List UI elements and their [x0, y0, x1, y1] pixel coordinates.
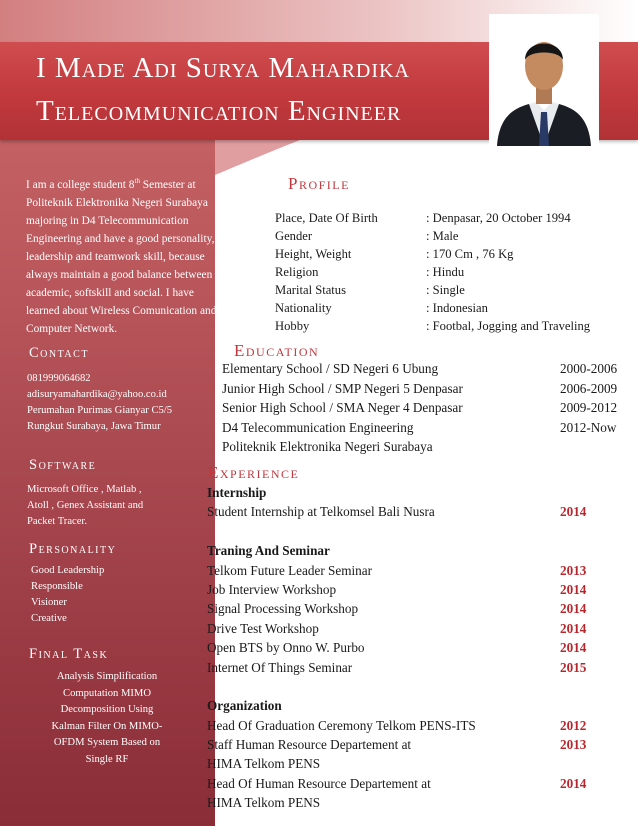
experience-year: 2014: [560, 620, 587, 636]
experience-year: [560, 793, 592, 812]
personality-list: [31, 563, 104, 627]
final-task-line: Single RF: [85, 753, 129, 765]
final-task-line: Decomposition Using: [60, 704, 154, 715]
experience-text: Signal Processing Workshop: [207, 601, 359, 617]
experience-item: [207, 502, 592, 521]
experience-text: Student Internship at Telkomsel Bali Nusra: [207, 504, 435, 520]
experience-item: [207, 580, 592, 599]
experience-item: [207, 599, 592, 618]
software-line: Microsoft Office , Matlab ,: [27, 484, 142, 495]
education-years: 2000-2006: [560, 361, 618, 376]
portrait-photo: [489, 14, 599, 146]
profile-label: Marital Status: [275, 283, 347, 297]
experience-item: [207, 774, 592, 793]
education-heading: Education: [234, 341, 320, 360]
final-task-line: Analysis Simplification: [56, 671, 158, 682]
experience-group-title: Traning And Seminar: [207, 543, 330, 559]
profile-label: Religion: [275, 265, 319, 279]
profile-value: : Male: [426, 229, 459, 243]
experience-text: HIMA Telkom PENS: [207, 756, 321, 772]
experience-text: Telkom Future Leader Seminar: [207, 562, 372, 578]
experience-year: 2014: [560, 581, 587, 597]
experience-year: 2015: [560, 659, 587, 675]
experience-item: [207, 561, 592, 580]
profile-row: [275, 281, 590, 299]
profile-value: : Indonesian: [426, 301, 488, 315]
experience-text: Staff Human Resource Departement at: [207, 737, 412, 753]
profile-row: [275, 245, 590, 263]
education-school: Elementary School / SD Negeri 6 Ubung: [222, 361, 439, 376]
experience-text: Head Of Graduation Ceremony Telkom PENS-ITS: [207, 717, 476, 733]
profile-value: : 170 Cm , 76 Kg: [426, 247, 514, 261]
profile-label: Place, Date Of Birth: [275, 211, 378, 225]
experience-text: Drive Test Workshop: [207, 620, 319, 636]
experience-year: 2014: [560, 601, 587, 617]
profile-label: Gender: [275, 229, 313, 243]
experience-group-title: Organization: [207, 698, 282, 714]
profile-value: : Denpasar, 20 October 1994: [426, 211, 571, 225]
profile-label: Height, Weight: [275, 247, 352, 261]
experience-group-title: Internship: [207, 485, 267, 500]
education-years: [560, 437, 622, 457]
experience-item: [207, 658, 592, 677]
experience-text: HIMA Telkom PENS: [207, 795, 321, 811]
education-table: [222, 359, 622, 457]
candidate-name: I Made Adi Surya Mahardika: [36, 52, 410, 84]
profile-row: [275, 209, 590, 227]
final-task-line: OFDM System Based on: [53, 737, 161, 748]
education-school: Politeknik Elektronika Negeri Surabaya: [222, 439, 433, 455]
education-row: [222, 359, 622, 379]
experience-item: [207, 735, 592, 754]
software-line: Packet Tracer.: [27, 516, 88, 527]
experience-year: 2013: [560, 737, 587, 753]
experience-text: Open BTS by Onno W. Purbo: [207, 640, 365, 656]
education-row: [222, 437, 622, 457]
profile-row: [275, 299, 590, 317]
experience-item: [207, 716, 592, 735]
experience-year: 2013: [560, 562, 587, 578]
experience-text: Head Of Human Resource Departement at: [207, 775, 431, 791]
education-school: Senior High School / SMA Neger 4 Denpasar: [222, 400, 463, 416]
education-years: 2006-2009: [560, 380, 618, 396]
profile-label: Hobby: [275, 319, 310, 333]
experience-year: 2014: [560, 504, 587, 520]
contact-address-1: Perumahan Purimas Gianyar C5/5: [27, 405, 173, 416]
profile-row: [275, 227, 590, 245]
experience-text: Internet Of Things Seminar: [207, 659, 353, 675]
profile-table: [275, 209, 590, 335]
profile-label: Nationality: [275, 301, 332, 315]
profile-heading: Profile: [288, 174, 350, 193]
contact-phone: 081999064682: [27, 373, 91, 384]
contact-address-2: Rungkut Surabaya, Jawa Timur: [27, 421, 161, 432]
experience-item: [207, 638, 592, 657]
experience-year: 2014: [560, 775, 587, 791]
education-years: 2009-2012: [560, 400, 618, 416]
profile-value: : Hindu: [426, 265, 465, 279]
experience-year: [560, 754, 592, 773]
personality-item: Good Leadership: [31, 565, 105, 576]
personality-item: Visioner: [31, 597, 67, 608]
experience-item: [207, 619, 592, 638]
profile-row: [275, 263, 590, 281]
education-school: Junior High School / SMP Negeri 5 Denpasar: [222, 380, 463, 396]
education-years: 2012-Now: [560, 419, 617, 435]
profile-value: : Single: [426, 283, 465, 297]
job-title: Telecommunication Engineer: [36, 95, 402, 127]
profile-value: : Footbal, Jogging and Traveling: [426, 319, 591, 333]
final-task-line: Kalman Filter On MIMO-: [51, 720, 163, 732]
experience-item: [207, 793, 592, 812]
education-row: [222, 398, 622, 418]
education-row: [222, 418, 622, 438]
experience-item: [207, 754, 592, 773]
contact-email: adisuryamahardika@yahoo.co.id: [27, 389, 167, 400]
contact-info: [27, 371, 172, 435]
intro-paragraph: I am a college student 8th Semester at Politeknik Elektronika Negeri Surabaya majoring in D4 Telecommunication Engineering and have a good personality, leadership and teamwork skill, because always maintain a good balance between academic, softskill and social. I have learned about Wireless Comunication and Computer Network.: [26, 177, 217, 335]
education-school: D4 Telecommunication Engineering: [222, 419, 414, 435]
experience-year: 2014: [560, 640, 587, 656]
software-heading: Software: [29, 457, 97, 473]
personality-heading: Personality: [29, 541, 117, 557]
experience-text: Job Interview Workshop: [207, 581, 337, 597]
experience-list: [207, 483, 592, 813]
experience-year: 2012: [560, 717, 587, 733]
software-line: Atoll , Genex Assistant and: [27, 500, 144, 511]
personality-item: Creative: [31, 613, 67, 624]
personality-item: Responsible: [31, 581, 83, 592]
final-task-line: Computation MIMO: [63, 687, 151, 699]
final-task-text: [22, 669, 192, 768]
software-list: [27, 482, 143, 530]
experience-heading: Experience: [208, 463, 300, 482]
profile-row: [275, 317, 590, 335]
education-row: [222, 379, 622, 399]
contact-heading: Contact: [29, 345, 89, 361]
final-task-heading: Final Task: [29, 646, 109, 662]
